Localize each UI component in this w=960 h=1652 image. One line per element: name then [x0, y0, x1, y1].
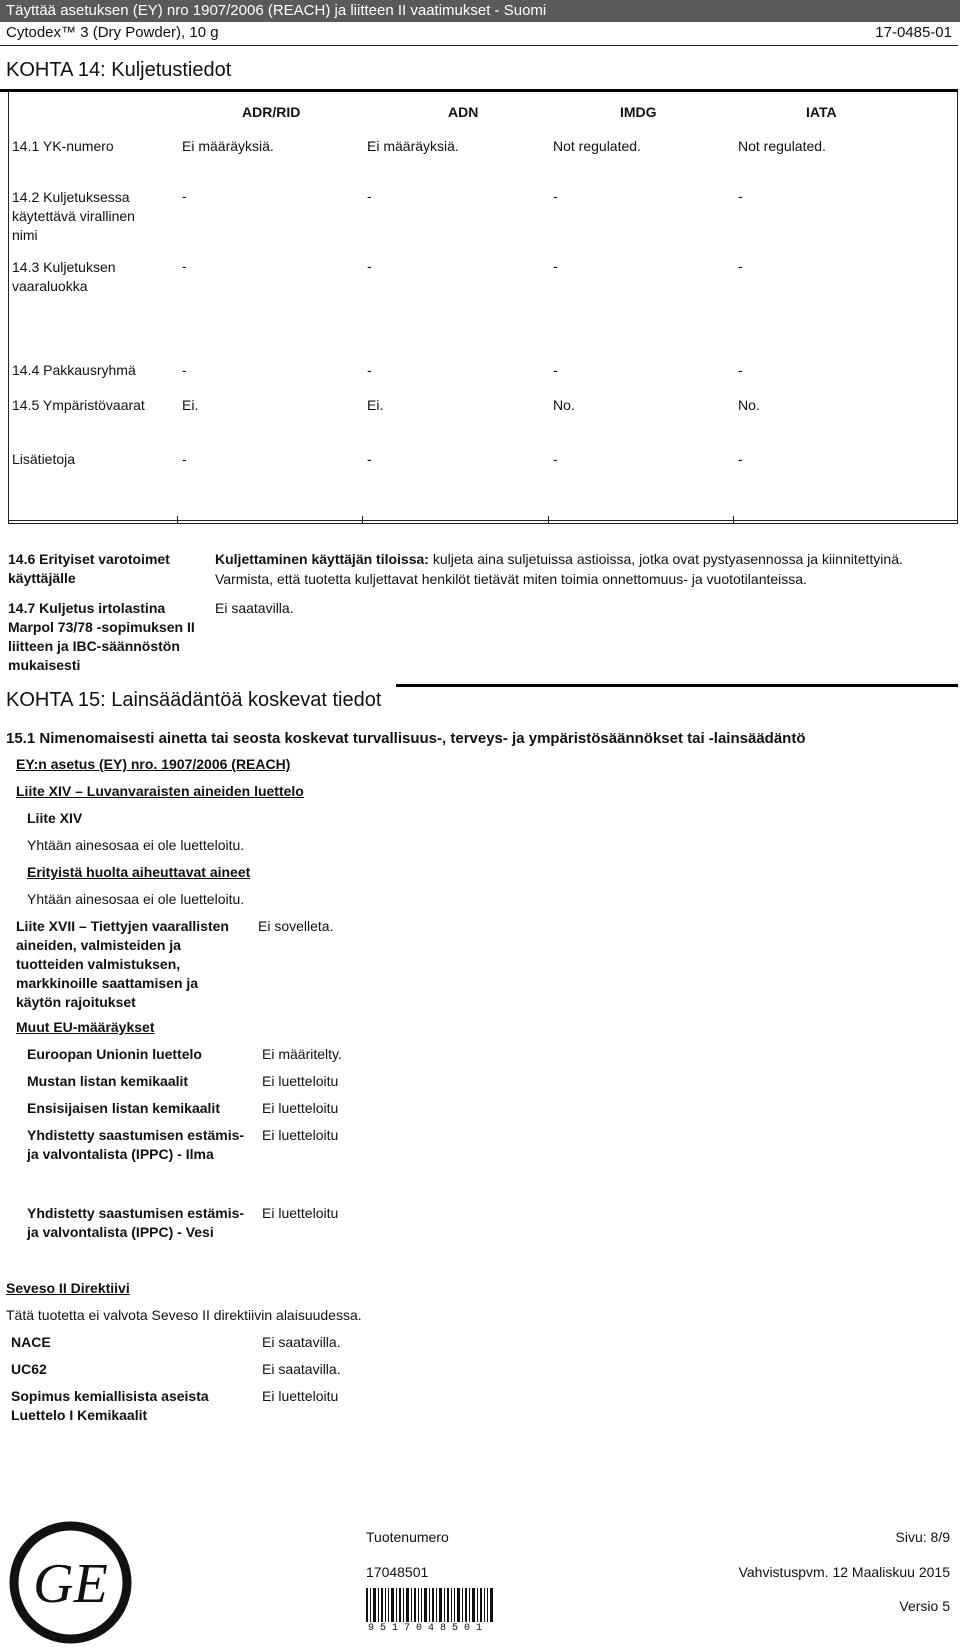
section14-title: KOHTA 14: Kuljetustiedot — [6, 59, 232, 81]
annex14-label: Liite XIV — [27, 810, 83, 826]
other-eu-title: Muut EU-määräykset — [16, 1019, 155, 1035]
cell-value: Ei. — [182, 397, 199, 413]
document-banner — [0, 0, 960, 22]
cell-value: - — [553, 188, 558, 204]
row-label-hazard-class: 14.3 Kuljetuksen vaaraluokka — [12, 259, 116, 294]
banner-text: Täyttää asetuksen (EY) nro 1907/2006 (REACH) ja liitteen II vaatimukset - Suomi — [6, 2, 547, 19]
special-precautions-text — [215, 550, 955, 569]
section15-rule — [396, 684, 958, 687]
row-label-additional-info: Lisätietoja — [12, 451, 76, 467]
cell-value: No. — [553, 397, 575, 413]
row-label-packing-group: 14.4 Pakkausryhmä — [12, 362, 136, 378]
cell-value: - — [367, 451, 372, 467]
eu-row-label: Yhdistetty saastumisen estämis- ja valvontalista (IPPC) - Vesi — [27, 1205, 245, 1240]
seveso-text: Tätä tuotetta ei valvota Seveso II direktiivin alaisuudessa. — [6, 1307, 362, 1323]
other-row-value: Ei saatavilla. — [262, 1334, 341, 1350]
ge-logo-icon — [8, 1520, 133, 1645]
table-border — [548, 516, 549, 524]
eu-row-value: Ei luetteloitu — [262, 1127, 339, 1143]
cell-value: - — [182, 258, 187, 274]
col-header-adn: ADN — [448, 104, 479, 120]
eu-row-label: Yhdistetty saastumisen estämis- ja valvontalista (IPPC) - Ilma — [27, 1127, 245, 1162]
cell-value: - — [182, 451, 187, 467]
table-border — [8, 523, 958, 524]
annex14-value: Yhtään ainesosaa ei ole luetteloitu. — [27, 837, 245, 853]
special-precautions-bold: Kuljettaminen käyttäjän tiloissa: — [215, 551, 429, 567]
bulk-transport-value: Ei saatavilla. — [215, 600, 294, 616]
product-name: Cytodex™ 3 (Dry Powder), 10 g — [6, 24, 219, 41]
page-number: Sivu: 8/9 — [895, 1529, 950, 1545]
table-border — [8, 520, 958, 521]
col-header-iata: IATA — [806, 104, 837, 120]
barcode-digits: 9 5 1 7 0 4 8 5 0 1 — [368, 1623, 483, 1634]
col-header-imdg: IMDG — [620, 104, 657, 120]
svhc-value: Yhtään ainesosaa ei ole luetteloitu. — [27, 891, 245, 907]
product-number: 17048501 — [366, 1564, 429, 1580]
eu-row-value: Ei luetteloitu — [262, 1205, 339, 1221]
annex14-title: Liite XIV – Luvanvaraisten aineiden luettelo — [16, 783, 304, 799]
eu-row-label: Euroopan Unionin luettelo — [27, 1046, 202, 1062]
annex17-label: Liite XVII – Tiettyjen vaarallisten aineiden, valmisteiden ja tuotteiden valmistuksen, markkinoille saattamisen ja käytön rajoitukset — [16, 918, 229, 1010]
table-border — [957, 92, 958, 524]
eu-row-value: Ei määritelty. — [262, 1046, 342, 1062]
table-border — [177, 516, 178, 524]
cell-value: Not regulated. — [738, 138, 826, 154]
cell-value: - — [182, 362, 187, 378]
special-precautions-label: 14.6 Erityiset varotoimet käyttäjälle — [8, 551, 170, 586]
special-precautions-text1: kuljeta aina suljetuissa astioissa, jotka ovat pystyasennossa ja kiinnitettyinä. — [432, 551, 903, 567]
eu-row-value: Ei luetteloitu — [262, 1073, 339, 1089]
annex17-value: Ei sovelleta. — [258, 918, 334, 934]
cell-value: Ei määräyksiä. — [182, 138, 274, 154]
ge-logo — [8, 1520, 133, 1645]
header-rule — [0, 45, 958, 46]
col-header-adr: ADR/RID — [242, 104, 301, 120]
cell-value: No. — [738, 397, 760, 413]
cell-value: - — [367, 258, 372, 274]
cell-value: - — [553, 362, 558, 378]
cell-value: - — [553, 451, 558, 467]
table-border — [733, 516, 734, 524]
version: Versio 5 — [899, 1598, 950, 1614]
reach-regulation: EY:n asetus (EY) nro. 1907/2006 (REACH) — [16, 756, 291, 772]
cell-value: - — [182, 188, 187, 204]
cell-value: Ei määräyksiä. — [367, 138, 459, 154]
section15-title: KOHTA 15: Lainsäädäntöä koskevat tiedot — [6, 689, 382, 711]
other-row-value: Ei luetteloitu — [262, 1388, 339, 1404]
eu-row-value: Ei luetteloitu — [262, 1100, 339, 1116]
cell-value: - — [738, 362, 743, 378]
special-precautions-text2: Varmista, että tuotetta kuljettavat henkilöt tietävät miten toimia onnettomuus- ja vuototilanteissa. — [215, 571, 807, 587]
row-label-env-hazards: 14.5 Ympäristövaarat — [12, 397, 145, 413]
barcode — [366, 1588, 494, 1622]
bulk-transport-label: 14.7 Kuljetus irtolastina Marpol 73/78 -sopimuksen II liitteen ja IBC-säännöstön mukaisesti — [8, 600, 195, 673]
eu-row-label: Mustan listan kemikaalit — [27, 1073, 189, 1089]
product-number-label: Tuotenumero — [366, 1529, 449, 1545]
other-row-label: Sopimus kemiallisista aseista Luettelo I Kemikaalit — [11, 1388, 209, 1423]
other-row-label: NACE — [11, 1334, 51, 1350]
other-row-value: Ei saatavilla. — [262, 1361, 341, 1377]
ge-logo-text: GE — [33, 1553, 108, 1615]
row-label-shipping-name: 14.2 Kuljetuksessa käytettävä virallinen nimi — [12, 189, 135, 243]
cell-value: - — [553, 258, 558, 274]
cell-value: - — [367, 188, 372, 204]
section15-subtitle: 15.1 Nimenomaisesti ainetta tai seosta koskevat turvallisuus-, terveys- ja ympäristösäännökset tai -lainsäädäntö — [6, 730, 806, 747]
cell-value: Not regulated. — [553, 138, 641, 154]
cell-value: - — [738, 451, 743, 467]
table-border — [8, 92, 9, 524]
cell-value: - — [738, 188, 743, 204]
validation-date: Vahvistuspvm. 12 Maaliskuu 2015 — [738, 1564, 950, 1580]
other-row-label: UC62 — [11, 1361, 47, 1377]
cell-value: Ei. — [367, 397, 384, 413]
cell-value: - — [738, 258, 743, 274]
barcode-icon — [366, 1588, 494, 1622]
cell-value: - — [367, 362, 372, 378]
eu-row-label: Ensisijaisen listan kemikaalit — [27, 1100, 220, 1116]
seveso-title: Seveso II Direktiivi — [6, 1280, 130, 1296]
doc-number: 17-0485-01 — [875, 24, 952, 41]
svhc-title: Erityistä huolta aiheuttavat aineet — [27, 864, 251, 880]
table-border — [362, 516, 363, 524]
row-label-un-number: 14.1 YK-numero — [12, 138, 114, 154]
transport-table — [8, 92, 958, 524]
